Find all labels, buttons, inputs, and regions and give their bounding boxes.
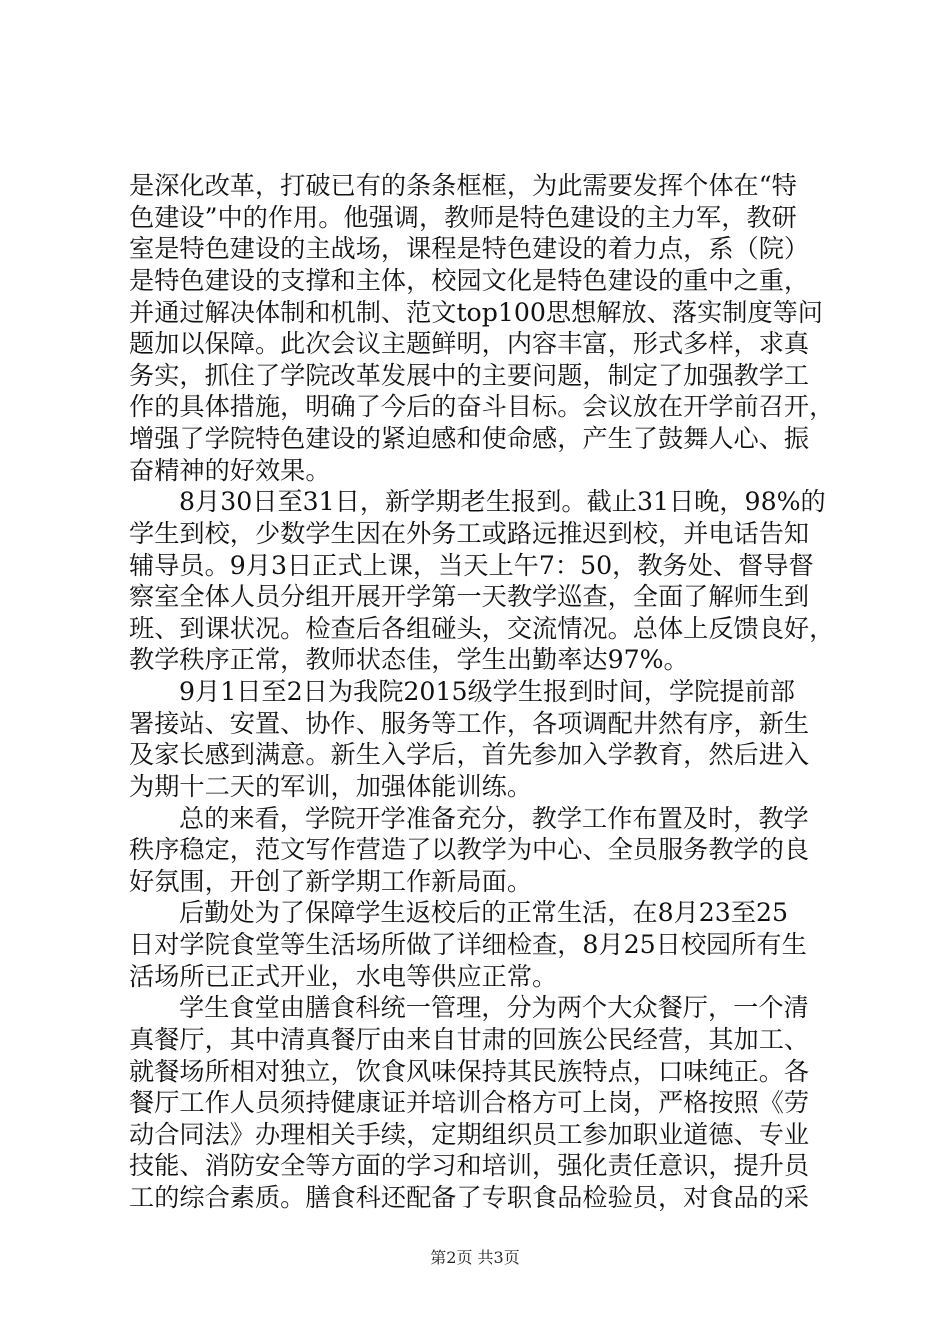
text-line: 辅导员。9月3日正式上课，当天上午7：50，教务处、督导督 [129,551,814,580]
text-line: 是特色建设的支撑和主体，校园文化是特色建设的重中之重， [129,266,810,295]
text-line: 动合同法》办理相关手续，定期组织员工参加职业道德、专业 [129,1120,810,1149]
text-line: 秩序稳定，范文写作营造了以教学为中心、全员服务教学的良 [129,835,810,864]
page-number-footer: 第2页 共3页 [430,1248,520,1267]
paragraph-start-line: 8月30日至31日，新学期老生报到。截止31日晚，98%的 [179,487,826,516]
text-line: 署接站、安置、协作、服务等工作，各项调配井然有序，新生 [129,709,810,738]
paragraph-start-line: 后勤处为了保障学生返校后的正常生活，在8月23至25 [179,898,789,927]
text-line: 奋精神的好效果。 [129,456,331,485]
text-line: 学生到校，少数学生因在外务工或路远推迟到校，并电话告知 [129,519,810,548]
text-line: 教学秩序正常，教师状态佳，学生出勤率达97%。 [129,645,689,674]
text-line: 是深化改革，打破已有的条条框框，为此需要发挥个体在“特 [129,171,797,200]
text-line: 工的综合素质。膳食科还配备了专职食品检验员，对食品的采 [129,1183,810,1212]
text-line: 增强了学院特色建设的紧迫感和使命感，产生了鼓舞人心、振 [129,424,810,453]
text-line: 作的具体措施，明确了今后的奋斗目标。会议放在开学前召开， [129,392,835,421]
text-line: 技能、消防安全等方面的学习和培训，强化责任意识，提升员 [129,1151,810,1180]
text-line: 室是特色建设的主战场，课程是特色建设的着力点，系（院） [129,234,810,263]
text-line: 活场所已正式开业，水电等供应正常。 [129,962,558,991]
text-line: 好氛围，开创了新学期工作新局面。 [129,867,532,896]
text-line: 真餐厅，其中清真餐厅由来自甘肃的回族公民经营，其加工、 [129,1025,810,1054]
text-line: 餐厅工作人员须持健康证并培训合格方可上岗，严格按照《劳 [129,1088,810,1117]
text-line: 务实，抓住了学院改革发展中的主要问题，制定了加强教学工 [129,361,810,390]
text-line: 色建设”中的作用。他强调，教师是特色建设的主力军，教研 [129,203,797,232]
paragraph-start-line: 总的来看，学院开学准备充分，教学工作布置及时，教学 [179,804,809,833]
text-line: 为期十二天的军训，加强体能训练。 [129,772,532,801]
text-line: 题加以保障。此次会议主题鲜明，内容丰富，形式多样，求真 [129,329,810,358]
paragraph-start-line: 9月1日至2日为我院2015级学生报到时间，学院提前部 [179,677,795,706]
text-line: 及家长感到满意。新生入学后，首先参加入学教育，然后进入 [129,740,810,769]
text-line: 察室全体人员分组开展开学第一天教学巡查，全面了解师生到 [129,582,810,611]
text-line: 并通过解决体制和机制、范文top100思想解放、落实制度等问 [129,298,823,327]
text-line: 班、到课状况。检查后各组碰头，交流情况。总体上反馈良好， [129,614,835,643]
text-line: 就餐场所相对独立，饮食风味保持其民族特点，口味纯正。各 [129,1057,810,1086]
paragraph-start-line: 学生食堂由膳食科统一管理，分为两个大众餐厅，一个清 [179,993,809,1022]
text-line: 日对学院食堂等生活场所做了详细检查，8月25日校园所有生 [129,930,807,959]
